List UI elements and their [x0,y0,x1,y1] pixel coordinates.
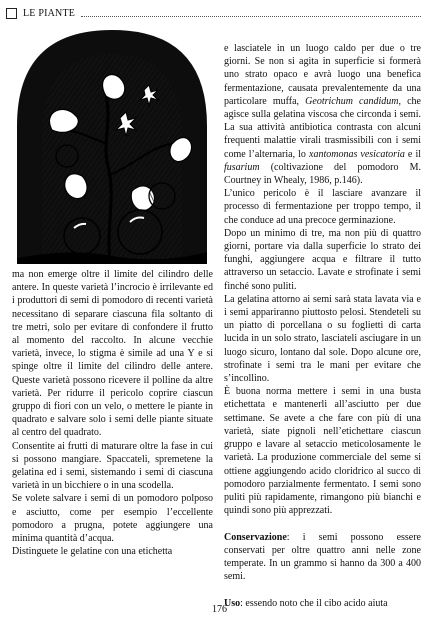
running-header [6,6,421,20]
paragraph-fermentation: e lasciatele in un luogo caldo per due o tre giorni. Se non si agita in superficie si formerà uno strato opaco e avrà luogo una benefica fermentazione, causata prevalentemente da una particolare muffa, Geotrichum candidum, che agisce sulla gelatina viscosa che circonda i semi. La sua attività antibiotica contrasta con alcuni frequenti malattie virali trasmissibili con i semi come l’alternaria, lo xantomonas vesicatoria e il fusarium (coltivazione del pomodoro M. Courtney in Whealy, 1986, p.146). [224,43,422,187]
paragraph: Se volete salvare i semi di un pomodoro polposo e asciutto, come per esempio l’eccellente pomodoro a prugna, potete aggiungere una minima quantità d’acqua. [12,493,213,545]
paragraph: Dopo un minimo di tre, ma non più di quattro giorni, portare via dalla superficie lo strato dei funghi, aggiungere acqua e filtrare il tutto attraverso un setaccio. Lavate e strofinate i semi finché sono puliti. [224,227,421,292]
header-dotted-rule [81,16,421,17]
species-name: Geotrichum candidum [305,95,399,107]
paragraph: È buona norma mettere i semi in una busta etichettata e mantenerli all’asciutto per due settimane. Se avete a che fare con più di una varietà, siate pignoli nell’etichettare ciascun gruppo e lavare al setaccio meticolosamente le varietà. La produzione commerciale del seme si ottiene aggiungendo acido cloridrico al succo di pomodoro parzialmente fermentato. I semi sono puliti più rapidamente, rimangono più bianchi e quindi sono più apprezzati. [224,386,421,517]
paragraph-uso: Uso: essendo noto che il cibo acido aiuta [224,597,388,609]
paragraph-conservazione: Conservazione: i semi possono essere conservati per oltre quattro anni nelle zone temperate. In un grammo si hanno da 300 a 400 semi. [224,531,421,583]
paragraph: L’unico pericolo è il lasciare avanzare il processo di fermentazione per troppo tempo, il che conduce ad una precoce germinazione. [224,188,421,226]
left-text-column [12,268,213,584]
header-title: LE PIANTE [23,7,76,19]
section-label: Uso [224,597,241,609]
paragraph: ma non emerge oltre il limite del cilindro delle antere. In queste varietà l’incrocio è irrilevante ed i produttori di semi di pomodoro di recenti varietà necessitano di separare ciascuna fila soltanto di tre metri, solo per evitare di confondere il frutto al momento del raccolto. In alcune vecchie varietà, invece, lo stigma è simile ad una Y e si spinge oltre il limite del cilindro delle antere. Queste varietà possono ricevere il polline da altre varietà. Per ridurre il pericolo coprire ciascun gruppo di fiori con un velo, o mettere le piante in quadrato e salvare solo i semi delle piante situate al centro del quadrato. [12,269,213,439]
paragraph: La gelatina attorno ai semi sarà stata lavata via e i semi appariranno piuttosto pelosi. Stendeteli su un piatto di porcellana o su foglietti di carta lucida in un solo strato, lasciateli asciugare in un luogo sicuro, lontano dal sole. Dopo alcune ore, strofinate i semi tra le mani per evitare che s’incollino. [224,293,421,385]
species-name: fusarium [224,161,260,173]
section-label: Conservazione [224,531,287,543]
paragraph: Distinguete le gelatine con una etichetta [12,546,173,558]
paragraph: Consentite ai frutti di maturare oltre la fase in cui si possono mangiare. Spaccateli, spremetene la gelatina ed i semi, sistemando i semi di ciascuna varietà in un bicchiere o in una scodella. [12,440,213,492]
right-text-column [224,42,422,609]
header-square-icon [6,8,17,19]
species-name: xantomonas vesicatoria [309,148,405,160]
page-number: 176 [212,604,227,615]
plant-engraving-illustration [12,26,212,264]
